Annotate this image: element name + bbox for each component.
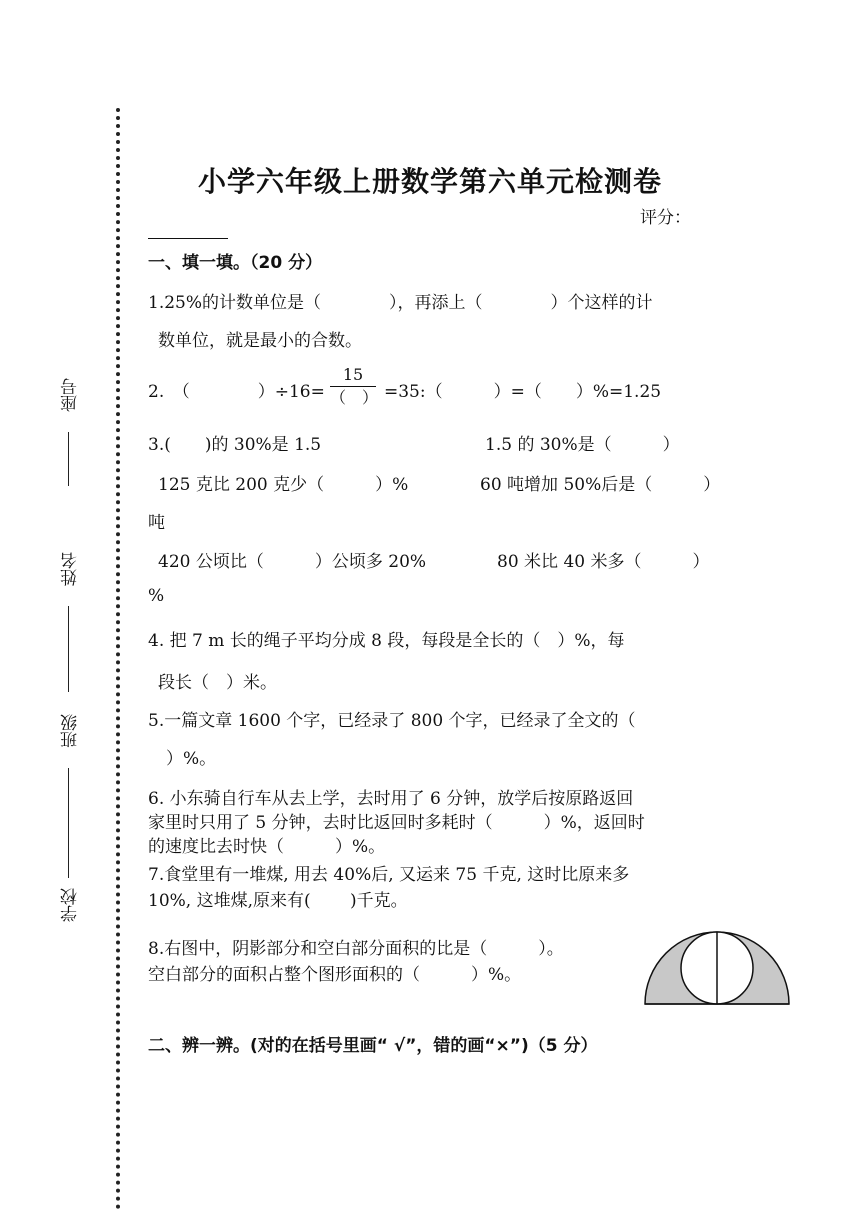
section2-heading: 二、辨一辨。(对的在括号里画“ √”，错的画“×”)（5 分） [148,1036,598,1056]
q8-line1: 8.右图中，阴影部分和空白部分面积的比是（ ）。 [148,939,564,959]
binding-dotted-line [116,108,120,1210]
q3-d: 60 吨增加 50%后是（ ） [480,475,721,495]
q3-f: 80 米比 40 米多（ ） [497,552,710,572]
class-label: 班级 [61,714,81,748]
q4-line1: 4. 把 7 m 长的绳子平均分成 8 段，每段是全长的（ ）%，每 [148,631,625,651]
q6-line3: 的速度比去时快（ ）%。 [148,837,386,857]
q5-line2: ）%。 [166,749,217,769]
q8-line2: 空白部分的面积占整个图形面积的（ ）%。 [148,965,522,985]
q2-fraction-denominator: （ ） [330,388,379,407]
score-blank-line [148,238,228,239]
q6-line2: 家里时只用了 5 分钟，去时比返回时多耗时（ ）%，返回时 [148,813,645,833]
school-label: 学校 [61,888,81,922]
page-title: 小学六年级上册数学第六单元检测卷 [197,165,662,198]
seat-field-line [68,432,69,486]
q2-fraction [330,364,379,409]
q2-text-pre: 2. （ ）÷16= [148,382,325,402]
score-label: 评分： [640,208,691,228]
q4-line2: 段长（ ）米。 [158,673,277,693]
q3-a: 3.( )的 30%是 1.5 [148,435,322,455]
class-field-line [68,768,69,878]
q1-line1: 1.25%的计数单位是（ ），再添上（ ）个这样的计 [148,293,653,313]
q3-f-unit: % [148,586,165,606]
q3-b: 1.5 的 30%是（ ） [485,435,680,455]
name-label: 姓名 [61,552,81,586]
name-field-line [68,606,69,692]
seat-label: 座号 [61,378,81,412]
q7-line2: 10%, 这堆煤,原来有( )千克。 [148,891,408,911]
q3-d-unit: 吨 [148,513,165,533]
q5-line1: 5.一篇文章 1600 个字，已经录了 800 个字，已经录了全文的（ [148,711,636,731]
q3-e: 420 公顷比（ ）公顷多 20% [158,552,427,572]
q1-line2: 数单位，就是最小的合数。 [158,331,362,351]
q2-text-post: =35:（ ）=（ ）%=1.25 [384,382,662,402]
q2-fraction-numerator: 15 [330,364,376,387]
q3-c: 125 克比 200 克少（ ）% [158,475,409,495]
shaded-semicircle-figure [640,920,796,1008]
q7-line1: 7.食堂里有一堆煤, 用去 40%后, 又运来 75 千克, 这时比原来多 [148,865,630,885]
section1-heading: 一、填一填。（20 分） [148,253,323,273]
q6-line1: 6. 小东骑自行车从去上学，去时用了 6 分钟，放学后按原路返回 [148,789,634,809]
